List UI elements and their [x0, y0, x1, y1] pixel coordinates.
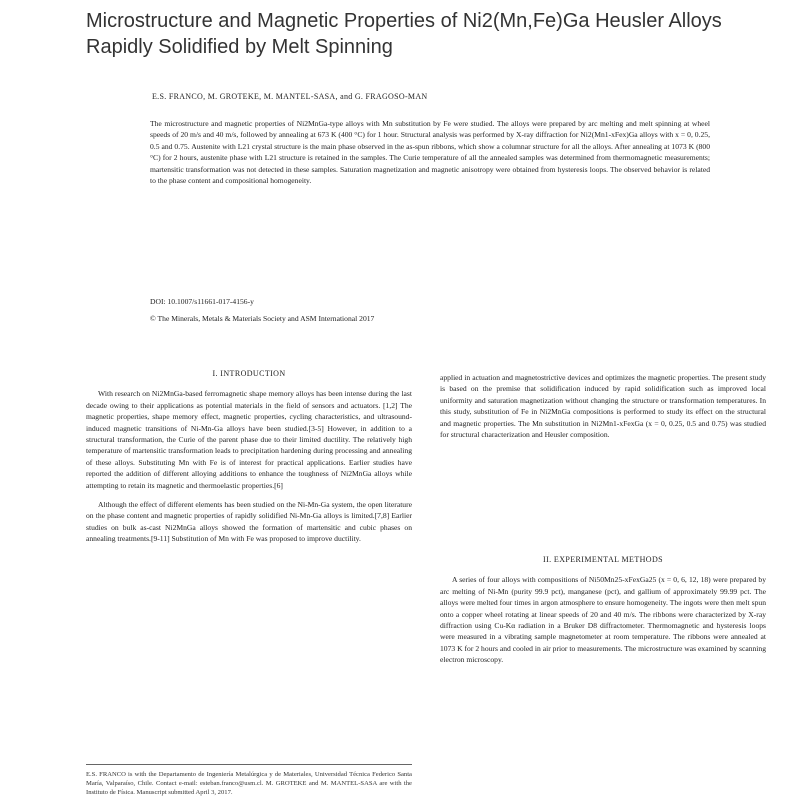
paper-title: Microstructure and Magnetic Properties of Ni2(Mn,Fe)Ga Heusler Alloys Rapidly Solidified by Melt Spinning — [86, 10, 722, 58]
doi-line: DOI: 10.1007/s11661-017-4156-y — [150, 297, 254, 306]
right-column-paragraph: applied in actuation and magnetostrictive devices and optimizes the magnetic properties. The present study is based on the premise that solidification induced by rapid solidification such as improved local uniformity and saturation magnetization without changing the structure or transformation temperatures. In this study, substitution of Fe in Ni2MnGa compositions is performed to study its effect on the structural and magnetic properties. The Mn substitution in Ni2Mn1-xFexGa (x = 0, 0.25, 0.5 and 0.75) was studied for structural characterization and Heusler composition. — [440, 373, 766, 440]
author-list: E.S. FRANCO, M. GROTEKE, M. MANTEL-SASA, and G. FRAGOSO-MAN — [152, 92, 428, 101]
publication-meta — [150, 296, 710, 330]
introduction-paragraph-1: With research on Ni2MnGa-based ferromagnetic shape memory alloys has been intense during the last decade owing to their applications as potential materials in the field of sensors and actuators. [1,2] The magnetic properties, shape memory effect, magnetic properties, cycling characteristics, and ultrasound-induced magnetic transitions of Ni-Mn-Ga alloys have been studied.[3-5] However, in addition to a structural transformation, the Curie of the parent phase due to their limited ductility. The relatively high temperature of martensitic transformation leads to precipitation hardening during processing and annealing of these alloys. Substituting Mn with Fe is of interest for practical applications. Earlier studies have reported the addition of different alloying additions to enhance the toughness of Ni2MnGa alloys while attempting to retain its magnetic and thermoelastic properties.[6] — [86, 389, 412, 490]
left-column — [86, 368, 412, 553]
experimental-heading: II. EXPERIMENTAL METHODS — [543, 555, 663, 564]
introduction-heading: I. INTRODUCTION — [212, 369, 286, 378]
footnote-divider — [86, 764, 412, 765]
abstract-text: The microstructure and magnetic properties of Ni2MnGa-type alloys with Mn substitution by Fe were studied. The alloys were prepared by arc melting and melt spinning at wheel speeds of 20 m/s and 40 m/s, followed by annealing at 673 K (400 °C) for 1 hour. Structural analysis was performed by X-ray diffraction for Ni2(Mn1-xFex)Ga alloys with x = 0, 0.25, 0.5 and 0.75. Austenite with L21 crystal structure is the main phase observed in the as-spun ribbons, which show a columnar structure for all the alloys. After annealing at 1073 K (800 °C) for 2 hours, austenite phase with L21 structure is retained in the samples. The Curie temperature of all the annealed samples was determined from thermomagnetic measurements; martensitic transformation was not detected in these samples. Saturation magnetization and magnetic anisotropy were obtained from hysteresis loops. The observed behavior is related to the phase content and compositional homogeneity. — [150, 119, 710, 186]
introduction-paragraph-2: Although the effect of different elements has been studied on the Ni-Mn-Ga system, the open literature on the phase content and magnetic properties of rapidly solidified Ni-Mn-Ga alloys is limited.[7,8] Earlier studies on bulk as-cast Ni2MnGa alloys showed the formation of martensitic and cubic phases on annealing treatments.[9-11] Substitution of Mn with Fe was proposed to improve ductility. — [86, 500, 412, 544]
right-column-bottom — [440, 554, 766, 674]
copyright-line: © The Minerals, Metals & Materials Society and ASM International 2017 — [150, 314, 375, 323]
author-footnote: E.S. FRANCO is with the Departamento de Ingeniería Metalúrgica y de Materiales, Universidad Técnica Federico Santa María, Valparaíso, Chile. Contact e-mail: esteban.franco@usm.cl. M. GROTEKE and M. MANTEL-SASA are with the Instituto de Física. Manuscript submitted April 3, 2017. — [86, 771, 412, 796]
experimental-paragraph-1: A series of four alloys with compositions of Ni50Mn25-xFexGa25 (x = 0, 6, 12, 18) were prepared by arc melting of Ni-Mn (purity 99.9 pct), manganese (pct), and gallium of approximately 99.99 pct. The alloys were melted four times in argon atmosphere to ensure homogeneity. The ingots were then melt spun onto a copper wheel rotating at linear speeds of 20 and 40 m/s. The ribbons were characterized by X-ray diffraction using Cu-Kα radiation in a Bruker D8 diffractometer. Thermomagnetic and hysteresis loops were measured in a vibrating sample magnetometer at room temperature. The ribbons were annealed at 1073 K for 2 hours and cooled in air prior to measurements. The microstructure was examined by scanning electron microscopy. — [440, 575, 766, 665]
right-column-top — [440, 372, 766, 448]
